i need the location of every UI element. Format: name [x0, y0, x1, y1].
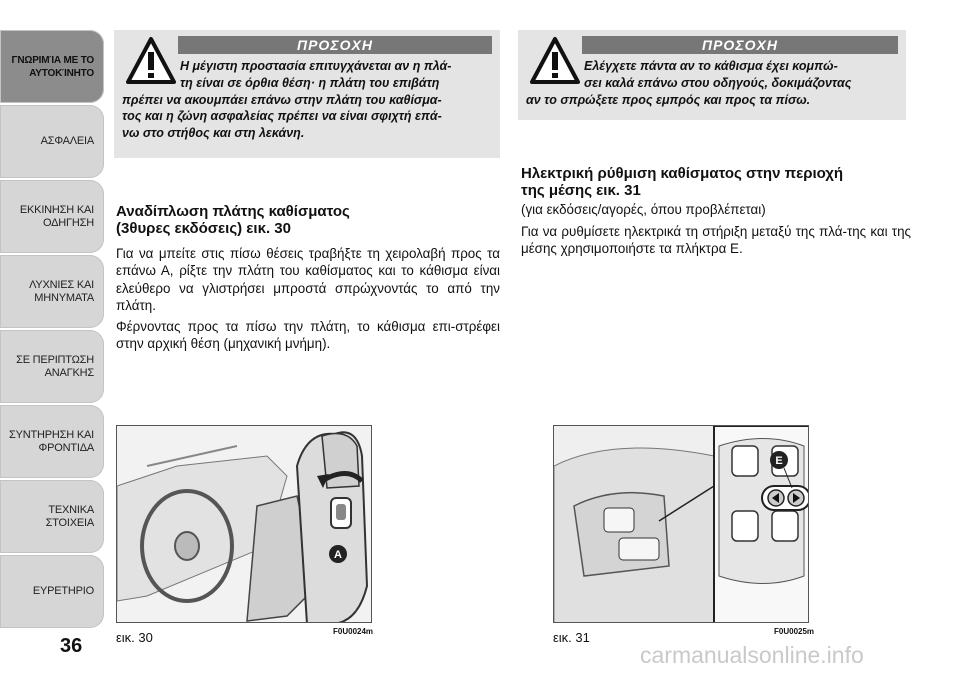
seat-illustration: [117, 426, 372, 623]
console-illustration: [554, 426, 809, 623]
title-line: της μέσης εικ. 31: [521, 182, 641, 199]
tab-label: ΕΥΡΕΤΗΡΙΟ: [32, 585, 94, 597]
caution-line: σει καλά επάνω στου οδηγούς, δοκιμάζοντας: [584, 75, 852, 90]
figure-caption: εικ. 30: [116, 630, 153, 645]
tab-label: ΕΚΚΙΝΗΣΗ ΚΑΙ: [19, 203, 94, 216]
caution-line: τη είναι σε όρθια θέση· η πλάτη του επιβάτη: [180, 75, 440, 90]
caution-line: Η μέγιστη προστασία επιτυγχάνεται αν η πλά-: [180, 59, 452, 73]
title-line: (3θυρες εκδόσεις) εικ. 30: [116, 220, 291, 237]
watermark: carmanualsonline.info: [640, 642, 864, 668]
figure-caption: εικ. 31: [553, 630, 590, 645]
title-line: Ηλεκτρική ρύθμιση καθίσματος στην περιοχή: [521, 165, 844, 182]
subtitle: (για εκδόσεις/αγορές, όπου προβλέπεται): [521, 202, 766, 217]
caution-line: αν το σπρώξετε προς εμπρός και προς τα πίσω.: [526, 92, 811, 107]
tab-label: ΣΕ ΠΕΡΙΠΤΩΣΗ: [16, 353, 94, 366]
title-line: Αναδίπλωση πλάτης καθίσματος: [116, 203, 350, 220]
caution-box-left: [114, 30, 500, 158]
caution-line: νω στο στήθος και στη λεκάνη.: [122, 126, 305, 141]
caution-heading: ΠΡΟΣΟΧΗ: [582, 36, 898, 54]
tab-label: ΑΥΤΟΚΊΝΗΤΟ: [29, 67, 94, 79]
tab-getting-to-know[interactable]: [0, 30, 104, 103]
tab-label: ΟΔΗΓΗΣΗ: [43, 216, 94, 229]
tab-label: ΛΥΧΝΙΕΣ ΚΑΙ: [29, 278, 94, 291]
callout-a: A: [334, 549, 342, 561]
section-title-seatback-folding: [116, 203, 501, 237]
page-number: 36: [60, 635, 83, 657]
paragraph: Φέρνοντας προς τα πίσω την πλάτη, το κάθισμα επι-στρέφει στην αρχική θέση (μηχανική μνήμη).: [116, 319, 500, 352]
caution-line: Ελέγχετε πάντα αν το κάθισμα έχει κομπώ-: [584, 59, 838, 73]
section-title-lumbar: [521, 165, 911, 199]
tab-label: ΣΥΝΤΗΡΗΣΗ ΚΑΙ: [9, 428, 94, 441]
caution-text: [122, 58, 496, 142]
tab-label: ΦΡΟΝΤΙΔΑ: [38, 441, 94, 454]
figure-code: F0U0025m: [774, 627, 815, 636]
tab-label: ΑΝΑΓΚΗΣ: [44, 366, 94, 379]
tab-label: ΓΝΩΡΙΜΊΑ ΜΕ ΤΟ: [11, 54, 94, 66]
caution-heading: ΠΡΟΣΟΧΗ: [178, 36, 492, 54]
figure-30-seat-lever: [116, 425, 372, 623]
tab-safety[interactable]: [0, 105, 104, 178]
tab-label: ΤΕΧΝΙΚΑ ΣΤΟΙΧΕΙΑ: [45, 503, 94, 529]
tab-starting-driving[interactable]: [0, 180, 104, 253]
tab-maintenance[interactable]: [0, 405, 104, 478]
figure-31-lumbar-buttons: [553, 425, 809, 623]
tab-label: ΑΣΦΑΛΕΙΑ: [40, 135, 94, 147]
caution-line: πρέπει να ακουμπάει επάνω στην πλάτη του καθίσμα-: [122, 92, 442, 107]
caution-text: [526, 58, 904, 108]
caution-box-right: [518, 30, 906, 120]
tab-index[interactable]: [0, 555, 104, 628]
tab-technical-data[interactable]: [0, 480, 104, 553]
tab-emergency[interactable]: [0, 330, 104, 403]
tab-label: ΜΗΝΥΜΑΤΑ: [34, 291, 94, 304]
paragraph: Για να ρυθμίσετε ηλεκτρικά τη στήριξη μεταξύ της πλά-της και της μέσης χρησιμοποιήστε τα πλήκτρα Ε.: [521, 224, 911, 257]
tab-warning-lights[interactable]: [0, 255, 104, 328]
figure-code: F0U0024m: [333, 627, 374, 636]
callout-e: E: [775, 455, 783, 467]
paragraph: Για να μπείτε στις πίσω θέσεις τραβήξτε τη χειρολαβή προς τα επάνω Α, ρίξτε την πλάτη του καθίσματος και το κάθισμα είναι ελεύθερο να γλιστρήσει μπροστά σπρώχνοντάς το από την πλάτη.: [116, 246, 500, 313]
caution-line: τος και η ζώνη ασφαλείας πρέπει να είναι σφιχτή επά-: [122, 109, 442, 124]
